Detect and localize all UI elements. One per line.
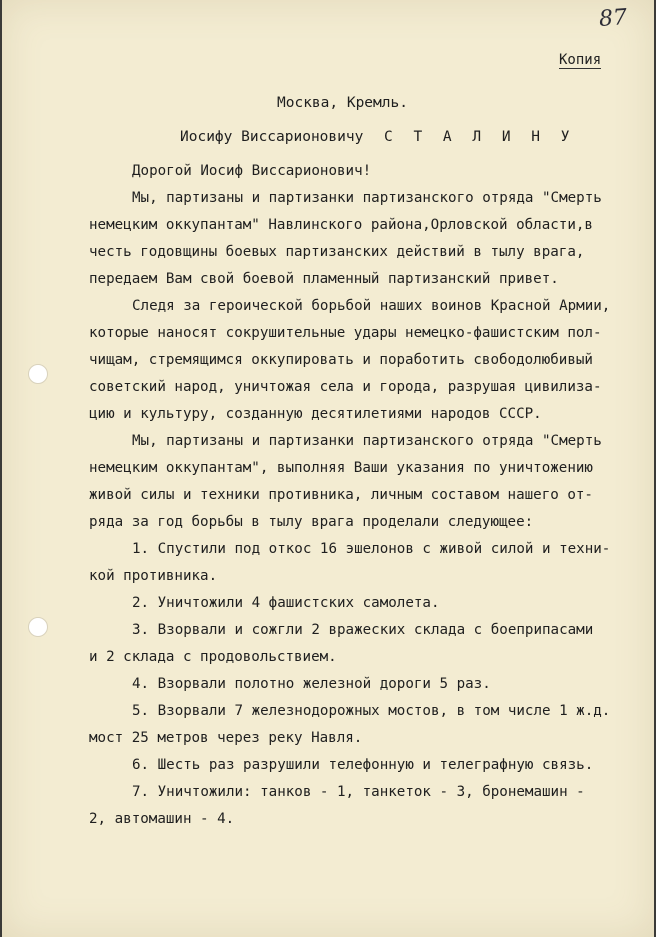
punch-hole [28,617,48,637]
text-line: Мы, партизаны и партизанки партизанского отряда "Смерть [132,433,602,449]
list-item: 3. Взорвали и сожгли 2 вражеских склада с боеприпасами [132,622,594,638]
list-item-continuation: кой противника. [89,568,218,584]
list-item: 7. Уничтожили: танков - 1, танкеток - 3, бронемашин - [132,784,585,800]
text-line: честь годовщины боевых партизанских действий в тылу врага, [89,244,585,260]
text-line: немецким оккупантам" Навлинского района,Орловской области,в [89,217,593,233]
text-line: Следя за героической борьбой наших воинов Красной Армии, [132,298,611,314]
list-item-continuation: и 2 склада с продовольствием. [89,649,337,665]
list-item: 2. Уничтожили 4 фашистских самолета. [132,595,440,611]
list-item-continuation: мост 25 метров через реку Навля. [89,730,363,746]
address-name: Иосифу Виссарионовичу [180,129,364,145]
text-line: передаем Вам свой боевой пламенный партизанский привет. [89,271,559,287]
text-line: живой силы и техники противника, личным составом нашего от- [89,487,593,503]
address-surname: С Т А Л И Н У [384,129,576,145]
salutation: Дорогой Иосиф Виссарионович! [132,163,372,179]
text-line: чищам, стремящимся оккупировать и поработить свободолюбивый [89,352,593,368]
text-line: советский народ, уничтожая села и города, разрушая цивилиза- [89,379,602,395]
list-item: 4. Взорвали полотно железной дороги 5 раз. [132,676,491,692]
list-item: 5. Взорвали 7 железнодорожных мостов, в том числе 1 ж.д. [132,703,611,719]
text-line: немецким оккупантам", выполняя Ваши указания по уничтожению [89,460,593,476]
list-item: 6. Шесть раз разрушили телефонную и телеграфную связь. [132,757,594,773]
copy-label: Копия [559,52,602,68]
document-page [2,0,654,937]
text-line: которые наносят сокрушительные удары немецко-фашистским пол- [89,325,602,341]
address-place: Москва, Кремль. [277,95,408,111]
text-line: цию и культуру, созданную десятилетиями народов СССР. [89,406,542,422]
text-line: Мы, партизаны и партизанки партизанского отряда "Смерть [132,190,602,206]
list-item: 1. Спустили под откос 16 эшелонов с живой силой и техни- [132,541,611,557]
text-line: ряда за год борьбы в тылу врага проделали следующее: [89,514,534,530]
page-number: 87 [598,5,628,32]
list-item-continuation: 2, автомашин - 4. [89,811,235,827]
punch-hole [28,364,48,384]
